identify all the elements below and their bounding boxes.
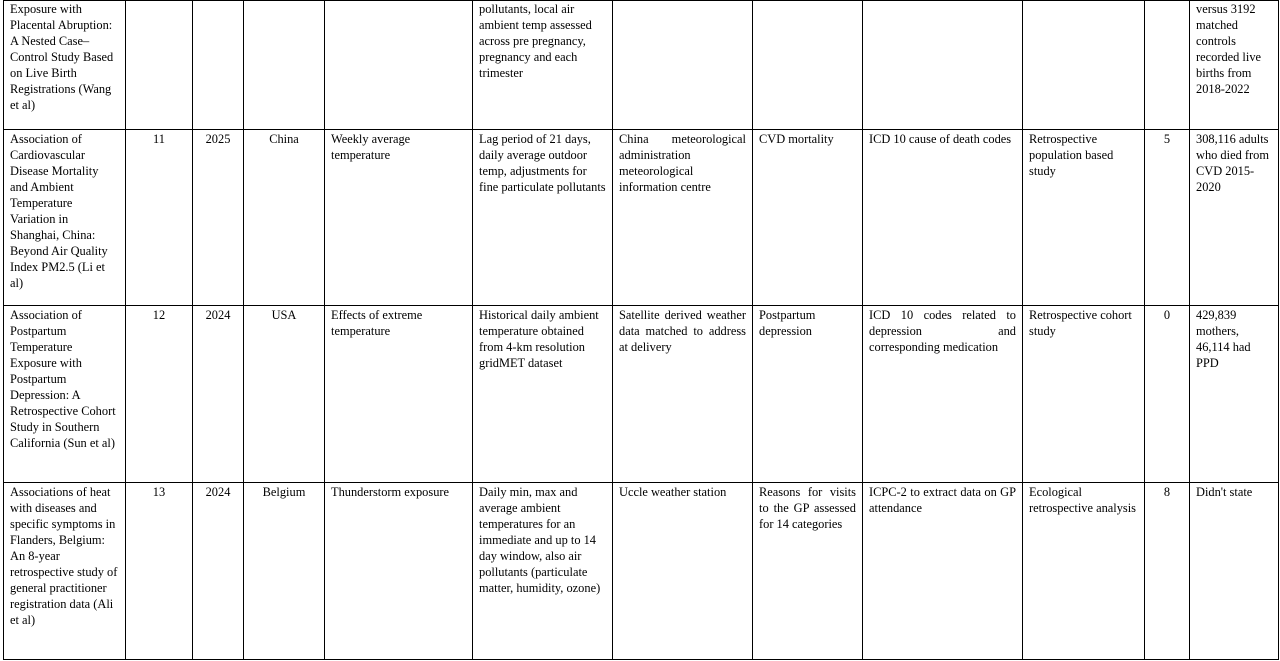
study-title-cell: Associations of heat with diseases and specific symptoms in Flanders, Belgium: An 8-year retrospective study of general practitioner registration data (Ali et al): [4, 483, 126, 660]
score-cell: 5: [1145, 130, 1190, 306]
exposure-cell: Weekly average temperature: [325, 130, 473, 306]
data-source-cell: [613, 1, 753, 130]
study-design-cell: Retrospective population based study: [1023, 130, 1145, 306]
outcome-cell: CVD mortality: [753, 130, 863, 306]
score-cell: 8: [1145, 483, 1190, 660]
exposure-assessment-cell: Historical daily ambient temperature obtained from 4-km resolution gridMET dataset: [473, 306, 613, 483]
year-cell: 2024: [193, 306, 244, 483]
year-cell: 2024: [193, 483, 244, 660]
outcome-assessment-cell: ICD 10 cause of death codes: [863, 130, 1023, 306]
study-title-cell: Association of Cardiovascular Disease Mortality and Ambient Temperature Variation in Shanghai, China: Beyond Air Quality Index PM2.5 (Li et al): [4, 130, 126, 306]
exposure-assessment-cell: Daily min, max and average ambient temperatures for an immediate and up to 14 day window, also air pollutants (particulate matter, humidity, ozone): [473, 483, 613, 660]
table-row: [4, 130, 1279, 306]
data-source-cell: Uccle weather station: [613, 483, 753, 660]
data-source-cell: Satellite derived weather data matched to address at delivery: [613, 306, 753, 483]
exposure-cell: Effects of extreme temperature: [325, 306, 473, 483]
studies-table: [3, 0, 1279, 660]
country-cell: Belgium: [244, 483, 325, 660]
exposure-cell: Thunderstorm exposure: [325, 483, 473, 660]
study-number-cell: 12: [126, 306, 193, 483]
country-cell: USA: [244, 306, 325, 483]
study-number-cell: 11: [126, 130, 193, 306]
population-cell: versus 3192 matched controls recorded live births from 2018-2022: [1190, 1, 1279, 130]
score-cell: 0: [1145, 306, 1190, 483]
score-cell: [1145, 1, 1190, 130]
study-design-cell: Retrospective cohort study: [1023, 306, 1145, 483]
data-source-cell: China meteorological administration meteorological information centre: [613, 130, 753, 306]
study-number-cell: 13: [126, 483, 193, 660]
table-row: [4, 306, 1279, 483]
exposure-assessment-cell: pollutants, local air ambient temp assessed across pre pregnancy, pregnancy and each trimester: [473, 1, 613, 130]
table-row: [4, 1, 1279, 130]
country-cell: [244, 1, 325, 130]
population-cell: 429,839 mothers, 46,114 had PPD: [1190, 306, 1279, 483]
outcome-assessment-cell: ICD 10 codes related to depression and corresponding medication: [863, 306, 1023, 483]
study-design-cell: Ecological retrospective analysis: [1023, 483, 1145, 660]
study-design-cell: [1023, 1, 1145, 130]
table-row: [4, 483, 1279, 660]
outcome-cell: [753, 1, 863, 130]
exposure-assessment-cell: Lag period of 21 days, daily average outdoor temp, adjustments for fine particulate pollutants: [473, 130, 613, 306]
population-cell: 308,116 adults who died from CVD 2015-2020: [1190, 130, 1279, 306]
year-cell: [193, 1, 244, 130]
outcome-cell: Reasons for visits to the GP assessed for 14 categories: [753, 483, 863, 660]
study-number-cell: [126, 1, 193, 130]
outcome-assessment-cell: ICPC-2 to extract data on GP attendance: [863, 483, 1023, 660]
year-cell: 2025: [193, 130, 244, 306]
country-cell: China: [244, 130, 325, 306]
outcome-assessment-cell: [863, 1, 1023, 130]
population-cell: Didn't state: [1190, 483, 1279, 660]
outcome-cell: Postpartum depression: [753, 306, 863, 483]
study-title-cell: Exposure with Placental Abruption: A Nested Case–Control Study Based on Live Birth Registrations (Wang et al): [4, 1, 126, 130]
exposure-cell: [325, 1, 473, 130]
study-title-cell: Association of Postpartum Temperature Exposure with Postpartum Depression: A Retrospective Cohort Study in Southern California (Sun et al): [4, 306, 126, 483]
